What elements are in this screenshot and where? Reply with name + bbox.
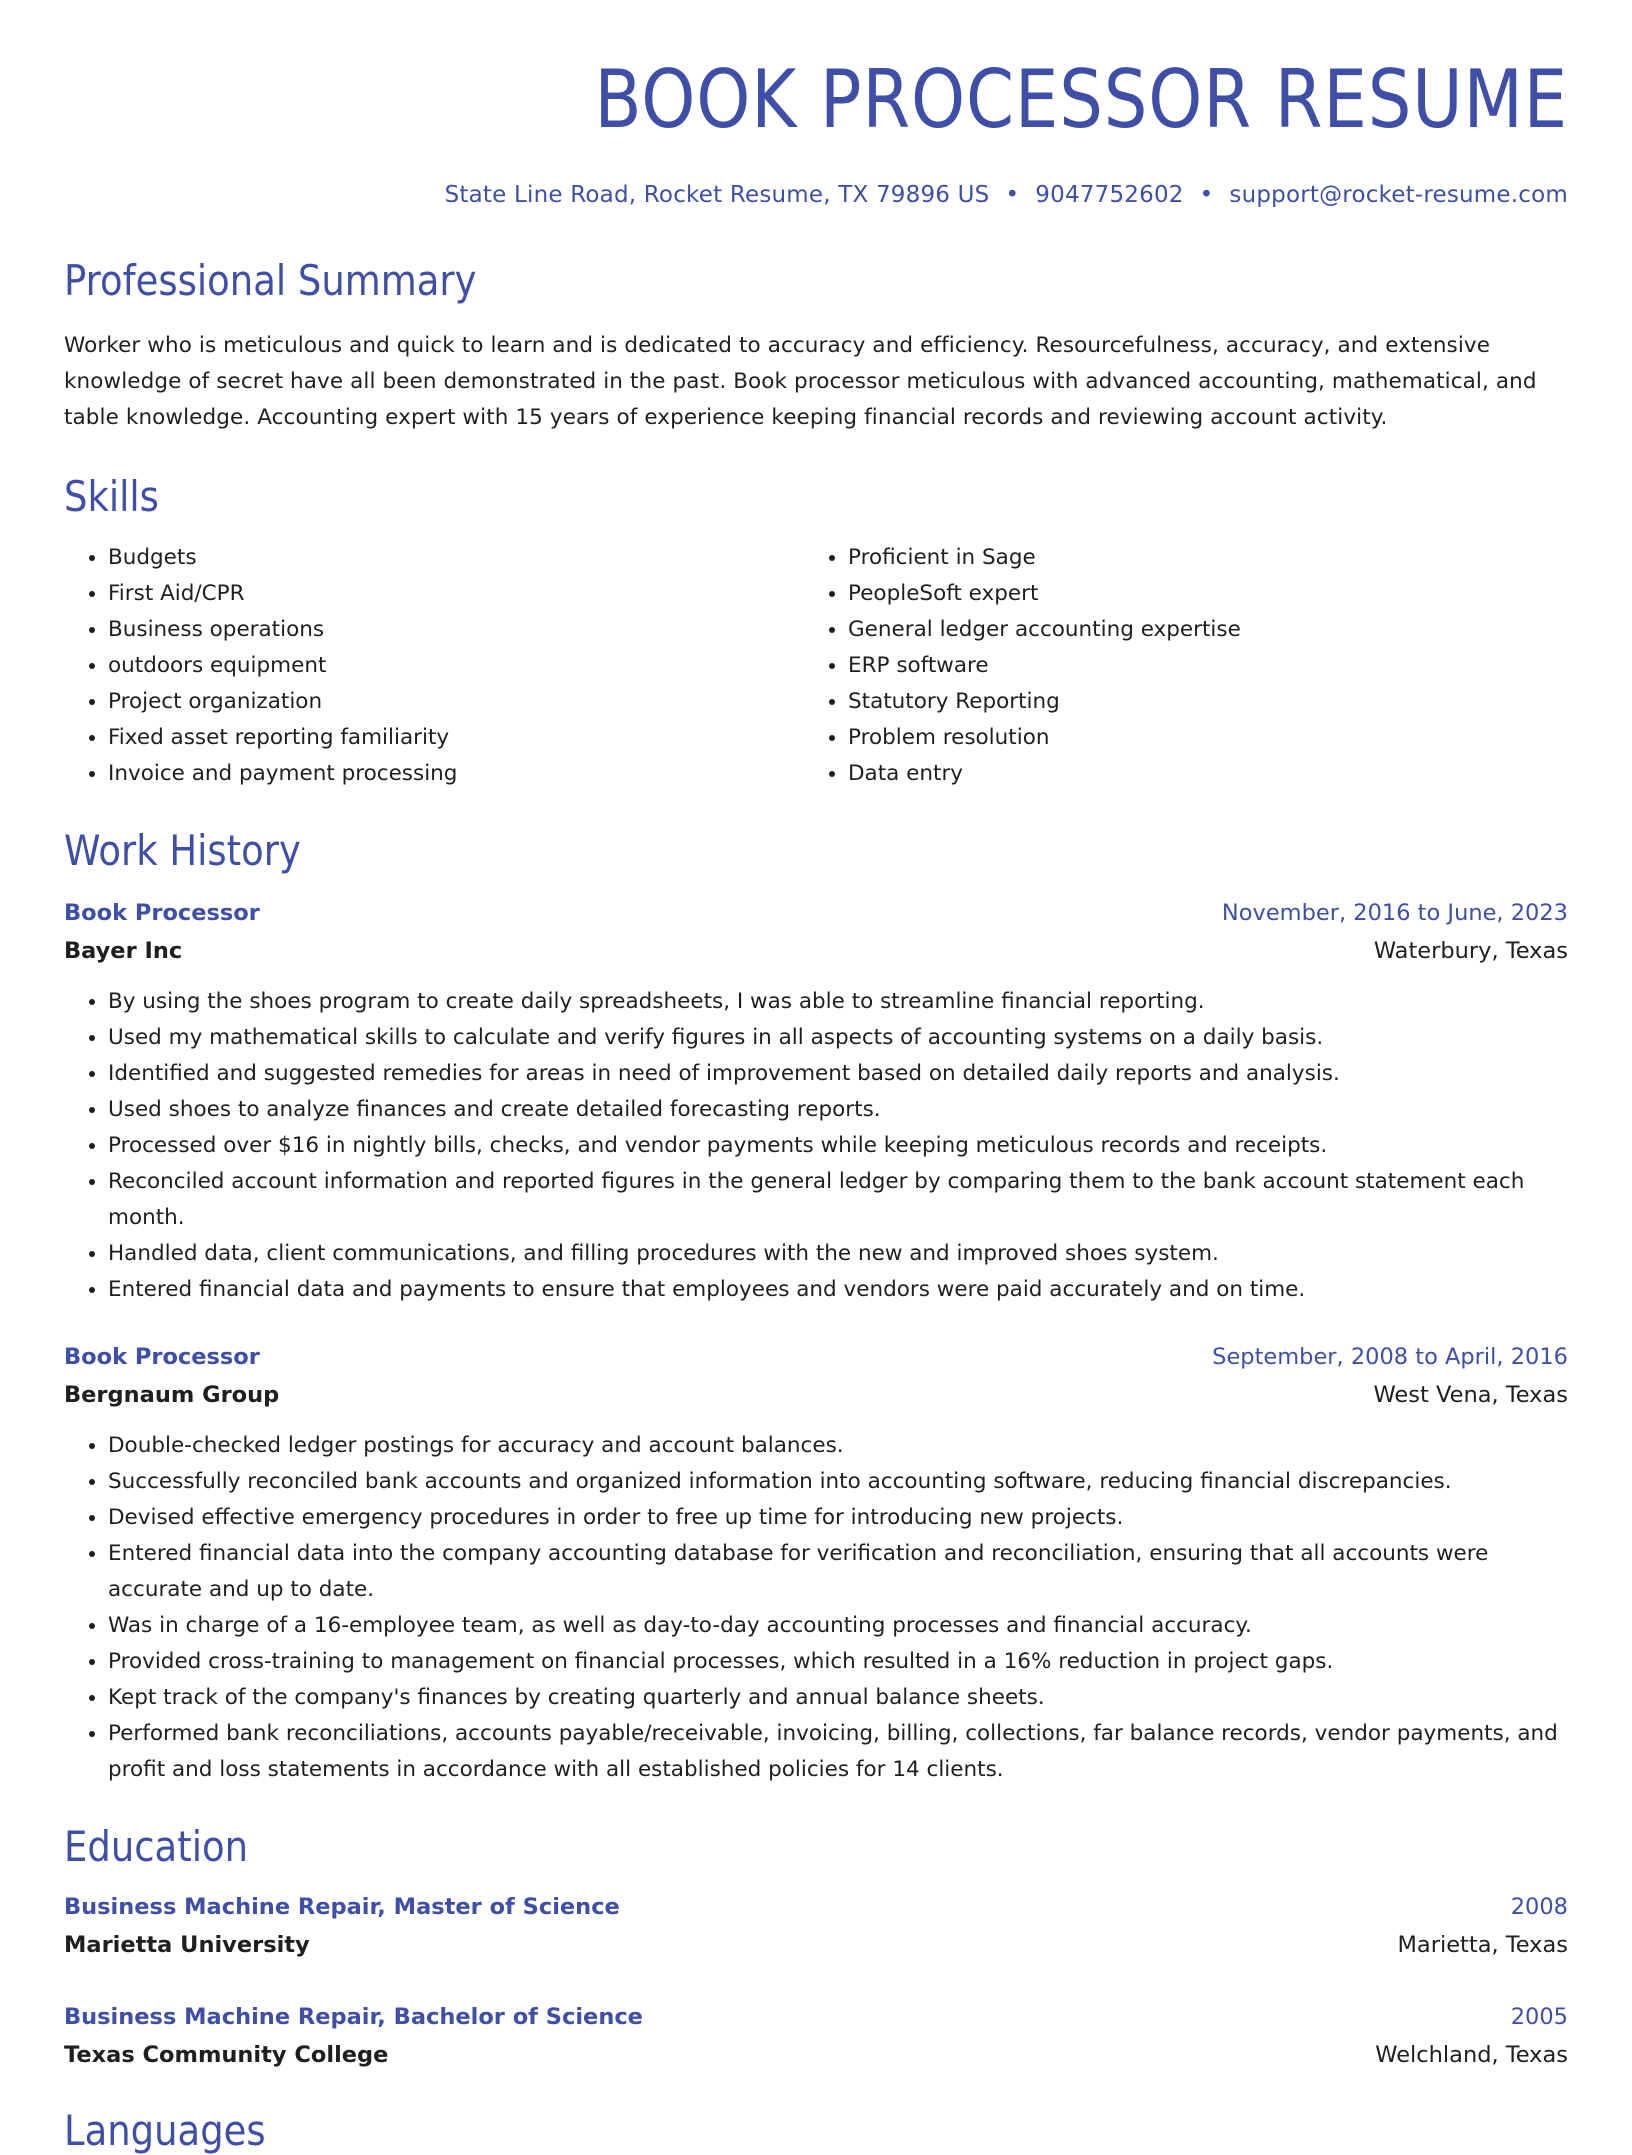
job-bullet: • Entered financial data and payments to ensure that employees and vendors were paid accurately and on time. xyxy=(108,1272,1568,1308)
job-bullet: • By using the shoes program to create daily spreadsheets, I was able to streamline financial reporting. xyxy=(108,984,1568,1020)
job-bullet: • Used my mathematical skills to calculate and verify figures in all aspects of accounting systems on a daily basis. xyxy=(108,1020,1568,1056)
education-school: Marietta University xyxy=(64,1932,310,1958)
education-heading: Education xyxy=(64,1822,249,1871)
job-bullet: • Identified and suggested remedies for areas in need of improvement based on detailed daily reports and analysis. xyxy=(108,1056,1568,1092)
job-dates: September, 2008 to April, 2016 xyxy=(1212,1344,1568,1370)
skills-list xyxy=(64,540,1568,792)
skills-column-right xyxy=(804,540,1544,792)
education-year: 2005 xyxy=(1510,2004,1568,2030)
job-header xyxy=(64,1338,1568,1376)
education-entry xyxy=(64,1998,1568,2074)
job-bullet: • Successfully reconciled bank accounts and organized information into accounting software, reducing financial discrepancies. xyxy=(108,1464,1568,1500)
skill-item: • Budgets xyxy=(108,540,804,576)
skill-item: • PeopleSoft expert xyxy=(848,576,1544,612)
education-header xyxy=(64,1998,1568,2036)
job-bullet: • Used shoes to analyze finances and create detailed forecasting reports. xyxy=(108,1092,1568,1128)
education-entry xyxy=(64,1888,1568,1964)
education-degree: Business Machine Repair, Bachelor of Science xyxy=(64,2004,643,2030)
contact-address: State Line Road, Rocket Resume, TX 79896 US xyxy=(444,182,990,208)
job-bullet: • Performed bank reconciliations, accounts payable/receivable, invoicing, billing, collections, far balance records, vendor payments, and profit and loss statements in accordance with all established policies for 14 clients. xyxy=(108,1716,1568,1788)
skills-column-left xyxy=(64,540,804,792)
education-degree: Business Machine Repair, Master of Science xyxy=(64,1894,620,1920)
skill-item: • ERP software xyxy=(848,648,1544,684)
job-bullet: • Was in charge of a 16-employee team, as well as day-to-day accounting processes and financial accuracy. xyxy=(108,1608,1568,1644)
job-entry xyxy=(64,1338,1568,1788)
job-role: Book Processor xyxy=(64,900,260,926)
skill-item: • Data entry xyxy=(848,756,1544,792)
job-dates: November, 2016 to June, 2023 xyxy=(1221,900,1568,926)
skill-item: • outdoors equipment xyxy=(108,648,804,684)
job-company: Bergnaum Group xyxy=(64,1382,280,1408)
skills-heading: Skills xyxy=(64,472,159,521)
job-role: Book Processor xyxy=(64,1344,260,1370)
resume-title: BOOK PROCESSOR RESUME xyxy=(594,53,1568,146)
summary-heading: Professional Summary xyxy=(64,256,477,305)
education-school: Texas Community College xyxy=(64,2042,389,2068)
job-bullets xyxy=(64,1428,1568,1788)
job-subheader xyxy=(64,1376,1568,1414)
job-header xyxy=(64,894,1568,932)
education-location: Marietta, Texas xyxy=(1397,1932,1568,1958)
education-year: 2008 xyxy=(1510,1894,1568,1920)
job-bullet: • Entered financial data into the company accounting database for verification and reconciliation, ensuring that all accounts were accurate and up to date. xyxy=(108,1536,1568,1608)
contact-separator: • xyxy=(1005,182,1020,208)
education-subheader xyxy=(64,1926,1568,1964)
job-bullet: • Devised effective emergency procedures in order to free up time for introducing new projects. xyxy=(108,1500,1568,1536)
contact-email: support@rocket-resume.com xyxy=(1229,182,1568,208)
job-bullet: • Provided cross-training to management on financial processes, which resulted in a 16% reduction in project gaps. xyxy=(108,1644,1568,1680)
education-header xyxy=(64,1888,1568,1926)
education-location: Welchland, Texas xyxy=(1375,2042,1568,2068)
job-bullet: • Handled data, client communications, and filling procedures with the new and improved shoes system. xyxy=(108,1236,1568,1272)
job-bullet: • Double-checked ledger postings for accuracy and account balances. xyxy=(108,1428,1568,1464)
languages-heading: Languages xyxy=(64,2106,266,2155)
job-location: Waterbury, Texas xyxy=(1373,938,1568,964)
skill-item: • First Aid/CPR xyxy=(108,576,804,612)
job-bullet: • Reconciled account information and reported figures in the general ledger by comparing them to the bank account statement each month. xyxy=(108,1164,1568,1236)
skill-item: • Fixed asset reporting familiarity xyxy=(108,720,804,756)
work-history-heading: Work History xyxy=(64,826,301,875)
skill-item: • Invoice and payment processing xyxy=(108,756,804,792)
contact-phone: 9047752602 xyxy=(1035,182,1184,208)
skill-item: • Project organization xyxy=(108,684,804,720)
skill-item: • Business operations xyxy=(108,612,804,648)
job-bullets xyxy=(64,984,1568,1308)
job-bullet: • Kept track of the company's finances by creating quarterly and annual balance sheets. xyxy=(108,1680,1568,1716)
skill-item: • Proficient in Sage xyxy=(848,540,1544,576)
job-bullet: • Processed over $16 in nightly bills, checks, and vendor payments while keeping meticulous records and receipts. xyxy=(108,1128,1568,1164)
summary-text: Worker who is meticulous and quick to learn and is dedicated to accuracy and efficiency. Resourcefulness, accuracy, and extensive knowledge of secret have all been demonstrated in the past. Book processor meticulous with advanced accounting, mathematical, and table knowledge. Accounting expert with 15 years of experience keeping financial records and reviewing account activity. xyxy=(64,333,1537,430)
skill-item: • Problem resolution xyxy=(848,720,1544,756)
job-entry xyxy=(64,894,1568,1308)
contact-line xyxy=(64,182,1568,208)
skill-item: • General ledger accounting expertise xyxy=(848,612,1544,648)
skill-item: • Statutory Reporting xyxy=(848,684,1544,720)
education-subheader xyxy=(64,2036,1568,2074)
contact-separator: • xyxy=(1199,182,1214,208)
job-location: West Vena, Texas xyxy=(1373,1382,1568,1408)
job-company: Bayer Inc xyxy=(64,938,183,964)
job-subheader xyxy=(64,932,1568,970)
